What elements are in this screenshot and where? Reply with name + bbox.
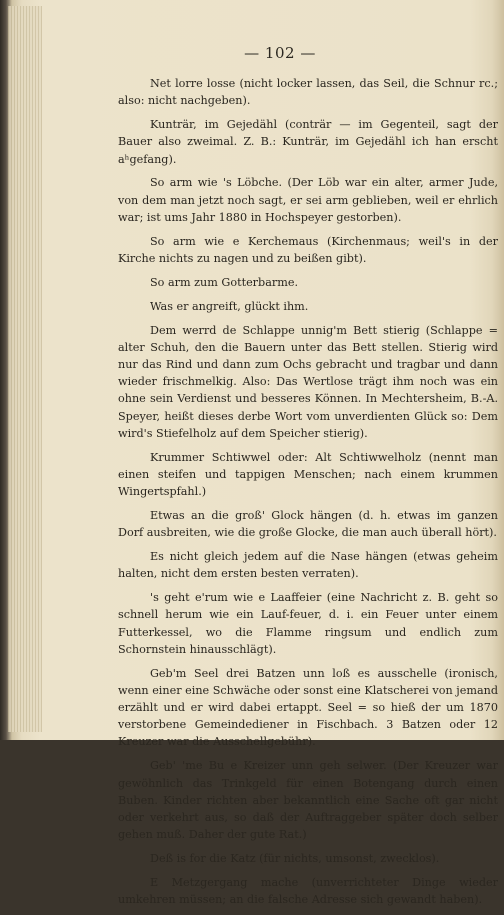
paragraph: Geb' 'me Bu e Kreizer unn geh selwer. (Der Kreuzer war gewöhnlich das Trinkgeld für einen Botengang durch einen Buben. Kinder richten aber bekanntlich eine Sache oft gar nicht oder verkehrt aus, so daß der Auftraggeber später doch selber gehen muß. Daher der gute Rat.) — [118, 759, 498, 842]
page-edge-stack — [8, 6, 42, 732]
paragraph: E Metzgergang mache (unverrichteter Dinge wieder umkehren müssen; an die falsche Adresse sich gewandt haben). — [118, 875, 498, 907]
paragraph: Geb'm Seel drei Batzen unn loß es ausschelle (ironisch, wenn einer eine Schwäche oder sonst eine Klatscherei von jemand erzählt und er wird dabei ertappt. Seel = so hieß der um 1870 verstorbene Gemeindediener in Fischbach. 3 Batzen oder 12 Kreuzer war die Ausschellgebühr). — [118, 666, 498, 749]
paragraph: So arm zum Gotterbarme. — [150, 275, 298, 289]
paragraph: 's geht e'rum wie e Laaffeier (eine Nachricht z. B. geht so schnell herum wie ein Lauf-feuer, d. i. ein Feuer unter einem Futterkessel, wo die Flamme ringsum und endlich zum Schornstein hinausschlägt). — [118, 591, 498, 656]
paragraph: So arm wie e Kerchemaus (Kirchenmaus; weil's in der Kirche nichts zu nagen und zu beißen gibt). — [118, 234, 498, 265]
paragraph: Krummer Schtiwwel oder: Alt Schtiwwelholz (nennt man einen steifen und tappigen Menschen; nach einem krummen Wingertspfahl.) — [118, 450, 498, 499]
page-number: — 102 — — [244, 44, 316, 62]
paragraph: Net lorre losse (nicht locker lassen, das Seil, die Schnur rc.; also: nicht nachgeben). — [118, 77, 498, 108]
paragraph: So arm wie 's Löbche. (Der Löb war ein alter, armer Jude, von dem man jetzt noch sagt, er sei arm geblieben, weil er ehrlich war; ist ums Jahr 1880 in Hochspeyer gestorben). — [118, 176, 498, 224]
paragraph: Was er angreift, glückt ihm. — [150, 299, 309, 313]
paragraph: Deß is for die Katz (für nichts, umsonst, zwecklos). — [150, 852, 440, 866]
page-text — [118, 75, 498, 915]
paragraph: Etwas an die groß' Glock hängen (d. h. etwas im ganzen Dorf ausbreiten, wie die große Glocke, die man auch überall hört). — [118, 508, 498, 540]
paragraph: Kunträr, im Gejedähl (conträr — im Gegenteil, sagt der Bauer also zweimal. Z. B.: Kunträr, im Gejedähl ich han erscht aʰgefang). — [118, 118, 498, 166]
paragraph: Dem werrd de Schlappe unnig'm Bett stierig (Schlappe = alter Schuh, den die Bauern unter das Bett stellen. Stierig wird nur das Rind und dann zum Ochs gebracht und tragbar und dann wieder frischmelkig. Also: Das Wertlose trägt ihm noch was ein ohne sein Verdienst und besseres Können. In Mechtersheim, B.-A. Speyer, heißt dieses derbe Wort vom unverdienten Glück so: Dem wird's Stiefelholz auf dem Speicher stierig). — [118, 323, 498, 440]
paragraph: Es nicht gleich jedem auf die Nase hängen (etwas geheim halten, nicht dem ersten besten verraten). — [118, 550, 498, 581]
